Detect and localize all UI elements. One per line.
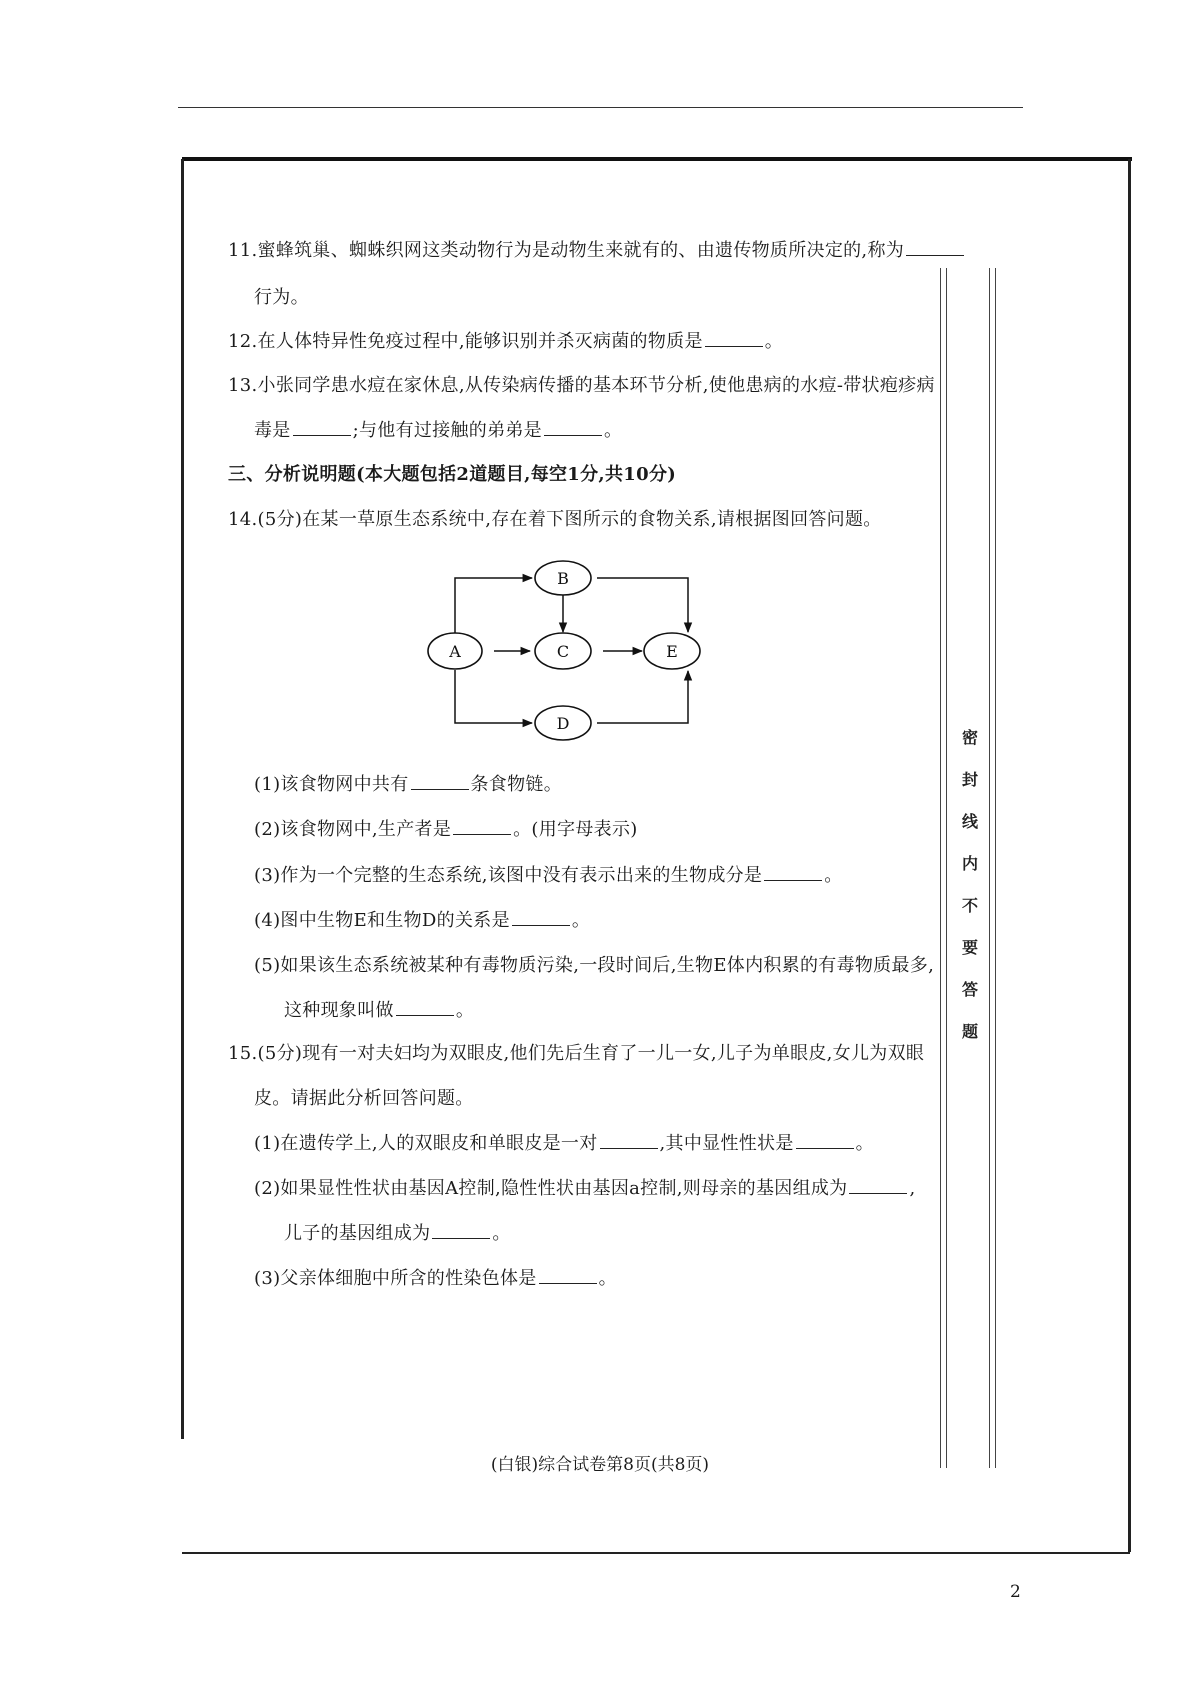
q14-sub5-line2: 这种现象叫做 。: [284, 1000, 475, 1021]
answer-blank[interactable]: [600, 1134, 658, 1149]
seal-char: 题: [961, 1022, 978, 1041]
seal-line-3: [989, 268, 990, 1468]
q14-sub3: (3)作为一个完整的生态系统,该图中没有表示出来的生物成分是 。: [254, 865, 843, 886]
seal-char: 答: [961, 980, 978, 999]
seal-char: 密: [961, 728, 978, 747]
answer-blank[interactable]: [796, 1134, 854, 1149]
food-web-diagram: [420, 555, 740, 745]
seal-char: 线: [961, 812, 978, 831]
q14-sub2: (2)该食物网中,生产者是 。(用字母表示): [254, 819, 638, 840]
q15-intro-line1: 15.(5分)现有一对夫妇均为双眼皮,他们先后生育了一儿一女,儿子为单眼皮,女儿为双眼: [228, 1043, 925, 1064]
frame-left-border: [181, 159, 184, 1439]
node-e-label: E: [666, 642, 678, 661]
q14-intro: 14.(5分)在某一草原生态系统中,存在着下图所示的食物关系,请根据图回答问题。: [228, 509, 882, 530]
arrow-b-e: [597, 578, 688, 632]
node-c-label: C: [556, 642, 570, 661]
answer-blank[interactable]: [396, 1001, 454, 1016]
seal-line-2: [946, 268, 947, 1468]
seal-char: 封: [961, 770, 978, 789]
seal-char: 要: [961, 938, 978, 957]
answer-blank[interactable]: [453, 820, 511, 835]
seal-line-1: [940, 268, 941, 1468]
q12: 12.在人体特异性免疫过程中,能够识别并杀灭病菌的物质是 。: [228, 331, 784, 352]
arrow-d-e: [597, 671, 688, 723]
seal-char: 内: [961, 854, 978, 873]
q13-line2: 毒是 ;与他有过接触的弟弟是 。: [254, 420, 623, 441]
node-b-label: B: [557, 569, 569, 588]
page-footer: (白银)综合试卷第8页(共8页): [490, 1455, 710, 1475]
q14-sub5-line1: (5)如果该生态系统被某种有毒物质污染,一段时间后,生物E体内积累的有毒物质最多,: [254, 955, 935, 976]
header-rule: [178, 107, 1023, 108]
frame-bottom-border: [182, 1552, 1130, 1554]
q11-line1: 11.蜜蜂筑巢、蜘蛛织网这类动物行为是动物生来就有的、由遗传物质所决定的,称为: [228, 236, 966, 262]
answer-blank[interactable]: [293, 421, 351, 436]
frame-right-border: [1128, 159, 1131, 1552]
page-number: 2: [1010, 1582, 1021, 1602]
q15-sub3: (3)父亲体细胞中所含的性染色体是 。: [254, 1268, 617, 1289]
seal-line-4: [995, 268, 996, 1468]
q15-sub2-line1: (2)如果显性性状由基因A控制,隐性性状由基因a控制,则母亲的基因组成为 ,: [254, 1178, 916, 1199]
q14-sub1: (1)该食物网中共有 条食物链。: [254, 774, 562, 795]
q14-sub4: (4)图中生物E和生物D的关系是 。: [254, 910, 591, 931]
q15-sub2-line2: 儿子的基因组成为 。: [284, 1223, 511, 1244]
q15-intro-line2: 皮。请据此分析回答问题。: [254, 1088, 474, 1109]
frame-top-border: [182, 157, 1132, 161]
q13-line1: 13.小张同学患水痘在家休息,从传染病传播的基本环节分析,使他患病的水痘-带状疱疹病: [228, 375, 935, 396]
answer-blank[interactable]: [705, 332, 763, 347]
section3-title: 三、分析说明题(本大题包括2道题目,每空1分,共10分): [228, 464, 677, 485]
answer-blank[interactable]: [849, 1179, 907, 1194]
answer-blank[interactable]: [539, 1269, 597, 1284]
answer-blank[interactable]: [432, 1224, 490, 1239]
node-a-label: A: [449, 642, 461, 661]
answer-blank[interactable]: [906, 241, 964, 256]
q15-sub1: (1)在遗传学上,人的双眼皮和单眼皮是一对 ,其中显性性状是 。: [254, 1133, 874, 1154]
answer-blank[interactable]: [411, 775, 469, 790]
answer-blank[interactable]: [764, 866, 822, 881]
answer-blank[interactable]: [512, 911, 570, 926]
answer-blank[interactable]: [544, 421, 602, 436]
q11-line2: 行为。: [254, 287, 309, 308]
seal-warning-text: [958, 725, 982, 1042]
arrow-a-d: [455, 670, 532, 723]
node-d-label: D: [556, 714, 570, 733]
seal-char: 不: [961, 896, 978, 915]
